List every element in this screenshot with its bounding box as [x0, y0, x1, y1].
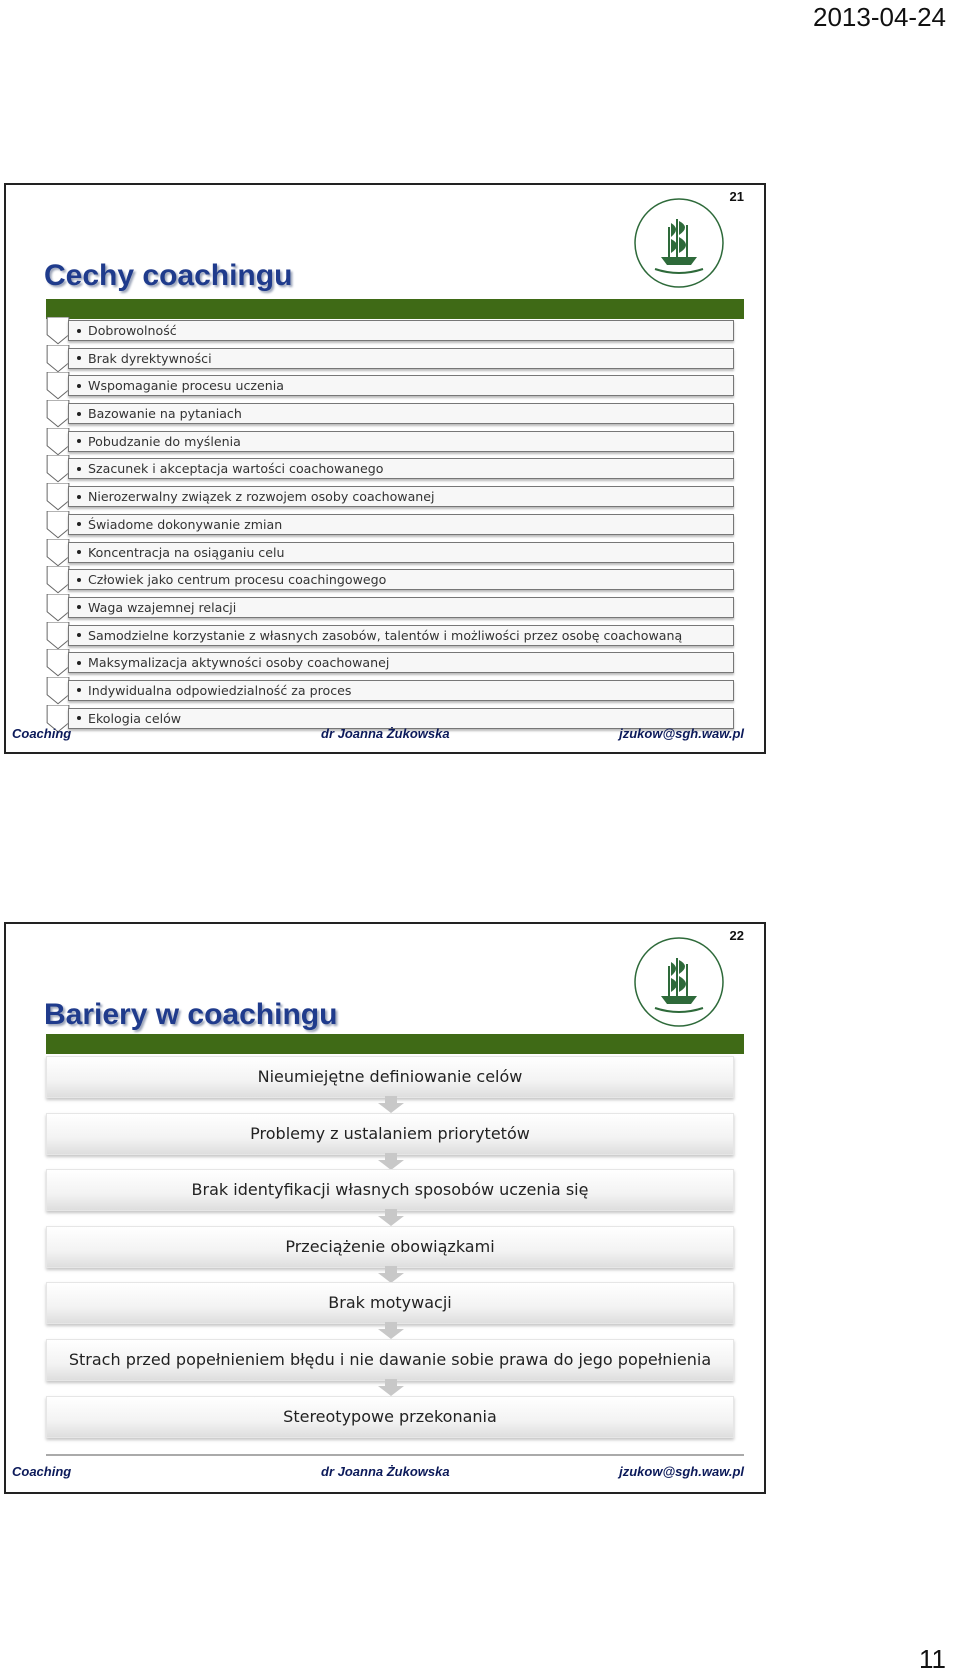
- list-item-label: Brak dyrektywności: [88, 350, 212, 366]
- bullet-icon: [77, 522, 81, 526]
- flow-step-label: Przeciążenie obowiązkami: [285, 1236, 495, 1256]
- footer-divider: [46, 1454, 744, 1456]
- list-item-box: [68, 625, 734, 646]
- flow-step: [46, 1113, 734, 1170]
- list-item-label: Pobudzanie do myślenia: [88, 433, 241, 449]
- flow-step: [46, 1282, 734, 1339]
- bullet-icon: [77, 661, 81, 665]
- chevron-down-icon: [46, 455, 70, 483]
- bullet-icon: [77, 495, 81, 499]
- list-item-box: [68, 542, 734, 563]
- flow-step-label: Problemy z ustalaniem priorytetów: [250, 1123, 530, 1143]
- flow-step-label: Nieumiejętne definiowanie celów: [257, 1067, 523, 1086]
- chevron-down-icon: [46, 483, 70, 511]
- list-item-label: Nierozerwalny związek z rozwojem osoby coachowanej: [88, 489, 435, 505]
- bullet-icon: [77, 329, 81, 333]
- bullet-icon: [77, 467, 81, 471]
- chevron-down-icon: [46, 511, 70, 539]
- list-item: [46, 622, 734, 650]
- list-item-box: [68, 514, 734, 535]
- chevron-down-icon: [46, 317, 70, 345]
- list-item-box: [68, 652, 734, 673]
- flow-step-box: [46, 1339, 734, 1381]
- list-item: [46, 345, 734, 373]
- footer-email: jzukow@sgh.waw.pl: [619, 1464, 744, 1479]
- bullet-icon: [77, 412, 81, 416]
- slide-title: Cechy coachingu: [44, 259, 293, 292]
- list-item: [46, 317, 734, 345]
- flow-step-box: [46, 1056, 734, 1098]
- bullet-icon: [77, 578, 81, 582]
- chevron-down-icon: [46, 539, 70, 567]
- arrow-down-icon: [376, 1096, 406, 1113]
- list-item-box: [68, 597, 734, 618]
- list-item-label: Koncentracja na osiąganiu celu: [88, 544, 285, 560]
- flow-step: [46, 1226, 734, 1283]
- list-item: [46, 511, 734, 539]
- chevron-down-icon: [46, 622, 70, 650]
- sgh-seal-ship-icon: [631, 195, 727, 291]
- arrow-down-icon: [376, 1266, 406, 1283]
- list-item: [46, 372, 734, 400]
- arrow-down-icon: [376, 1379, 406, 1396]
- list-item-box: [68, 458, 734, 479]
- list-item-label: Wspomaganie procesu uczenia: [88, 378, 284, 394]
- chevron-down-icon: [46, 677, 70, 705]
- bullet-icon: [77, 716, 81, 720]
- bullet-icon: [77, 356, 81, 360]
- list-item-box: [68, 680, 734, 701]
- list-item-label: Dobrowolność: [88, 323, 177, 338]
- barriers-flow: [46, 1056, 734, 1452]
- chevron-down-icon: [46, 345, 70, 373]
- list-item-label: Szacunek i akceptacja wartości coachowanego: [88, 461, 384, 477]
- page-date: 2013-04-24: [813, 2, 946, 32]
- list-item-label: Samodzielne korzystanie z własnych zasobów, talentów i możliwości przez osobę coachowaną: [88, 627, 683, 643]
- list-item-box: [68, 431, 734, 452]
- title-bar: [46, 1034, 744, 1054]
- chevron-down-icon: [46, 594, 70, 622]
- flow-step-label: Strach przed popełnieniem błędu i nie dawanie sobie prawa do jego popełnienia: [68, 1349, 712, 1369]
- chevron-down-icon: [46, 372, 70, 400]
- list-item-label: Bazowanie na pytaniach: [88, 406, 242, 422]
- footer-course: Coaching: [12, 726, 72, 741]
- list-item: [46, 483, 734, 511]
- list-item-box: [68, 348, 734, 369]
- chevron-down-icon: [46, 400, 70, 428]
- slide-number: 22: [729, 928, 744, 943]
- bullet-icon: [77, 633, 81, 637]
- bullet-icon: [77, 550, 81, 554]
- flow-step: [46, 1396, 734, 1453]
- page-number: 11: [919, 1644, 946, 1674]
- list-item-label: Indywidualna odpowiedzialność za proces: [88, 682, 352, 698]
- bullet-icon: [77, 384, 81, 388]
- flow-step-box: [46, 1169, 734, 1211]
- list-item: [46, 400, 734, 428]
- flow-step-label: Brak motywacji: [328, 1293, 452, 1313]
- bullet-icon: [77, 439, 81, 443]
- flow-step-box: [46, 1396, 734, 1438]
- bullet-icon: [77, 605, 81, 609]
- list-item-label: Człowiek jako centrum procesu coachingowego: [88, 572, 387, 588]
- list-item: [46, 428, 734, 456]
- bullet-icon: [77, 688, 81, 692]
- list-item-label: Maksymalizacja aktywności osoby coachowanej: [88, 655, 390, 671]
- flow-step-box: [46, 1282, 734, 1324]
- slide-title: Bariery w coachingu: [44, 998, 338, 1031]
- flow-step-label: Brak identyfikacji własnych sposobów uczenia się: [191, 1180, 589, 1200]
- list-item: [46, 594, 734, 622]
- list-item-label: Świadome dokonywanie zmian: [88, 516, 283, 532]
- list-item-box: [68, 403, 734, 424]
- flow-step-box: [46, 1113, 734, 1155]
- arrow-down-icon: [376, 1209, 406, 1226]
- list-item: [46, 677, 734, 705]
- flow-step-box: [46, 1226, 734, 1268]
- title-bar: [46, 299, 744, 319]
- list-item-label: Ekologia celów: [88, 710, 182, 726]
- sgh-seal-ship-icon: [631, 934, 727, 1030]
- slide-number: 21: [729, 189, 744, 204]
- flow-step: [46, 1339, 734, 1396]
- arrow-down-icon: [376, 1322, 406, 1339]
- flow-step: [46, 1056, 734, 1113]
- chevron-down-icon: [46, 428, 70, 456]
- footer-email: jzukow@sgh.waw.pl: [619, 726, 744, 741]
- features-list: [46, 317, 734, 732]
- footer-author: dr Joanna Żukowska: [321, 1464, 450, 1479]
- list-item-box: [68, 486, 734, 507]
- chevron-down-icon: [46, 649, 70, 677]
- list-item: [46, 539, 734, 567]
- list-item-box: [68, 320, 734, 341]
- list-item-box: [68, 375, 734, 396]
- list-item: [46, 566, 734, 594]
- list-item: [46, 649, 734, 677]
- flow-step-label: Stereotypowe przekonania: [283, 1406, 497, 1426]
- footer-course: Coaching: [12, 1464, 72, 1479]
- slide-21: [4, 183, 766, 754]
- slide-22: [4, 922, 766, 1494]
- list-item-label: Waga wzajemnej relacji: [88, 599, 237, 615]
- footer-author: dr Joanna Żukowska: [321, 726, 450, 741]
- list-item-box: [68, 569, 734, 590]
- arrow-down-icon: [376, 1153, 406, 1170]
- flow-step: [46, 1169, 734, 1226]
- list-item: [46, 455, 734, 483]
- chevron-down-icon: [46, 566, 70, 594]
